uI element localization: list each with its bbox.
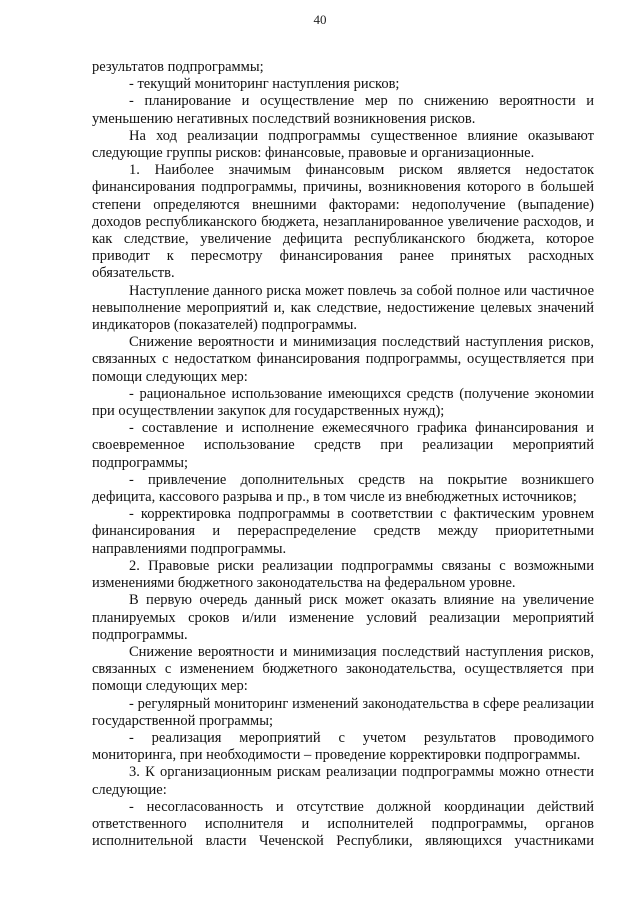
paragraph: - корректировка подпрограммы в соответствии с фактическим уровнем финансирования и перераспределение средств между приоритетными направлениями подпрограммы. bbox=[92, 506, 594, 557]
body-text bbox=[92, 59, 594, 850]
paragraph: - рациональное использование имеющихся средств (получение экономии при осуществлении закупок для государственных нужд); bbox=[92, 385, 594, 420]
paragraph: 3. К организационным рискам реализации подпрограммы можно отнести следующие: bbox=[92, 764, 594, 798]
page-number: 40 bbox=[313, 12, 327, 27]
paragraph: На ход реализации подпрограммы существенное влияние оказывают следующие группы рисков: финансовые, правовые и организационные. bbox=[92, 127, 594, 162]
paragraph: - регулярный мониторинг изменений законодательства в сфере реализации государственной программы; bbox=[92, 695, 594, 729]
paragraph: 2. Правовые риски реализации подпрограммы связаны с возможными изменениями бюджетного законодательства на федеральном уровне. bbox=[92, 557, 594, 592]
paragraph: Снижение вероятности и минимизация последствий наступления рисков, связанных с недостатком финансирования подпрограммы, осуществляется при помощи следующих мер: bbox=[92, 334, 594, 385]
paragraph: 1. Наиболее значимым финансовым риском является недостаток финансирования подпрограммы, причины, возникновения которого в большей степени определяются внешними факторами: недополучение (выпадение) доходов республиканского бюджета, незапланированное увеличение расходов, и как следствие, увеличение дефицита республиканского бюджета, которое приводит к пересмотру финансирования ранее принятых расходных обязательств. bbox=[92, 162, 594, 282]
paragraph: - текущий мониторинг наступления рисков; bbox=[129, 76, 400, 93]
paragraph: - реализация мероприятий с учетом результатов проводимого мониторинга, при необходимости – проведение корректировки подпрограммы. bbox=[92, 729, 594, 764]
paragraph: - составление и исполнение ежемесячного графика финансирования и своевременное использование средств при реализации мероприятий подпрограммы; bbox=[92, 420, 594, 471]
paragraph: - привлечение дополнительных средств на покрытие возникшего дефицита, кассового разрыва и пр., в том числе из внебюджетных источников; bbox=[92, 471, 594, 506]
paragraph: результатов подпрограммы; bbox=[92, 59, 264, 75]
paragraph: Снижение вероятности и минимизация последствий наступления рисков, связанных с изменением бюджетного законодательства, осуществляется при помощи следующих мер: bbox=[92, 643, 594, 695]
paragraph: В первую очередь данный риск может оказать влияние на увеличение планируемых сроков и/или изменение условий реализации мероприятий подпрограммы. bbox=[92, 592, 594, 643]
paragraph: - несогласованность и отсутствие должной координации действий ответственного исполнителя и исполнителей подпрограммы, органов исполнительной власти Чеченской Республики, являющихся участниками bbox=[92, 798, 594, 850]
paragraph: - планирование и осуществление мер по снижению вероятности и уменьшению негативных последствий возникновения рисков. bbox=[92, 93, 594, 127]
paragraph: Наступление данного риска может повлечь за собой полное или частичное невыполнение мероприятий и, как следствие, недостижение целевых значений индикаторов (показателей) подпрограммы. bbox=[92, 282, 594, 334]
